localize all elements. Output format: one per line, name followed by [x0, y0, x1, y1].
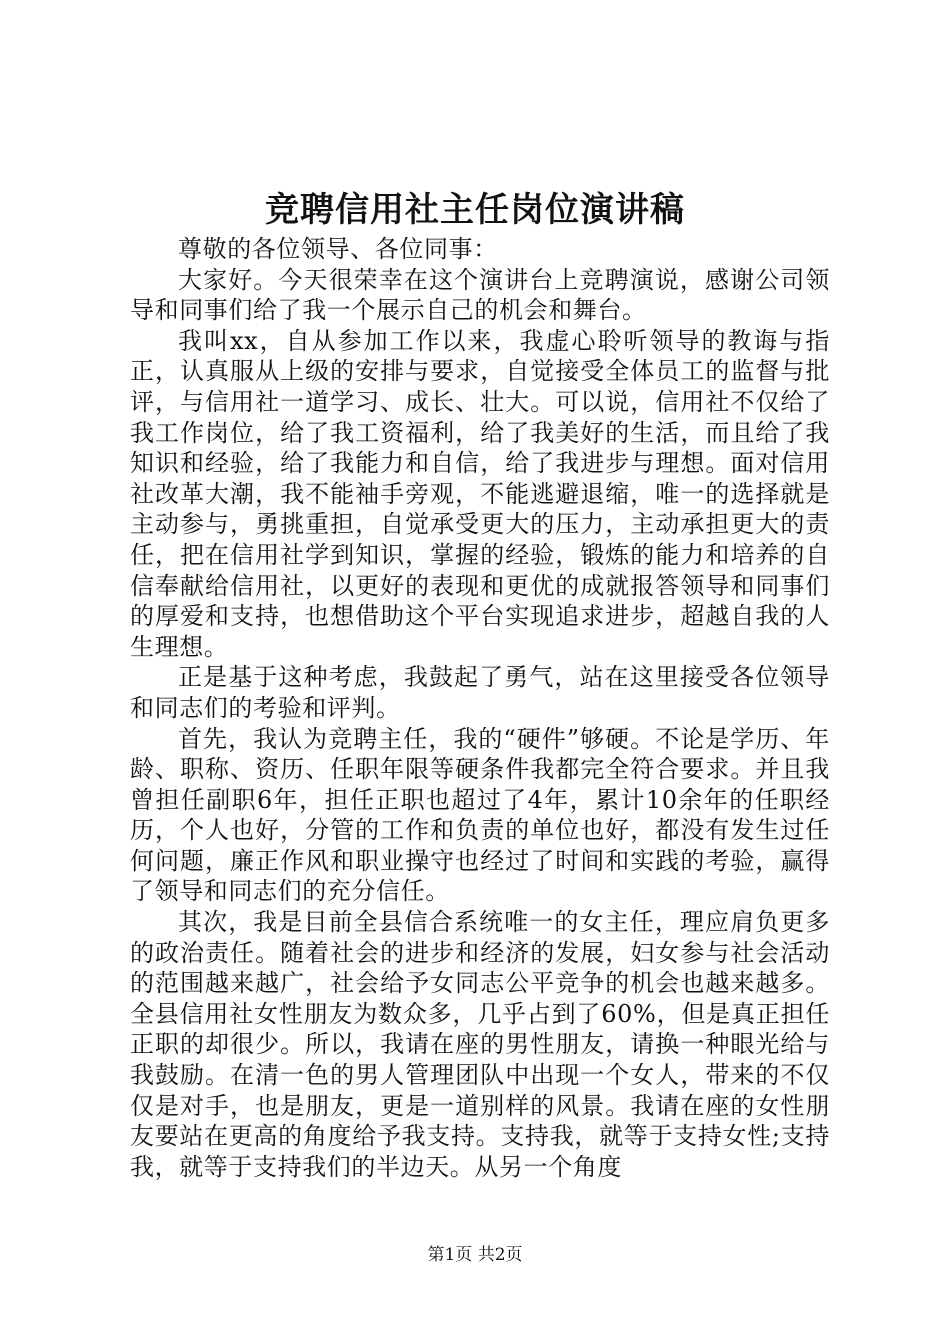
- salutation: 尊敬的各位领导、各位同事：: [178, 235, 498, 263]
- paragraph-motivation: 正是基于这种考虑，我鼓起了勇气，站在这里接受各位领导和同志们的考验和评判。: [130, 663, 830, 722]
- document-title: 竞聘信用社主任岗位演讲稿: [265, 190, 685, 230]
- paragraph-greeting: 大家好。今天很荣幸在这个演讲台上竞聘演说，感谢公司领导和同事们给了我一个展示自己的机会和舞台。: [130, 265, 830, 325]
- paragraph-introduction: 我叫xx，自从参加工作以来，我虚心聆听领导的教诲与指正，认真服从上级的安排与要求，自觉接受全体员工的监督与批评，与信用社一道学习、成长、壮大。可以说，信用社不仅给了我工作岗位，给了我工资福利，给了我美好的生活，而且给了我知识和经验，给了我能力和自信，给了我进步与理想。面对信用社改革大潮，我不能袖手旁观，不能逃避退缩，唯一的选择就是主动参与，勇挑重担，自觉承受更大的压力，主动承担更大的责任，把在信用社学到知识，掌握的经验，锻炼的能力和培养的自信奉献给信用社，以更好的表现和更优的成就报答领导和同事们的厚爱和支持，也想借助这个平台实现追求进步，超越自我的人生理想。: [130, 326, 830, 661]
- paragraph-first-point: 首先，我认为竞聘主任，我的“硬件”够硬。不论是学历、年龄、职称、资历、任职年限等硬条件我都完全符合要求。并且我曾担任副职6年，担任正职也超过了4年，累计10余年的任职经历，个人也好，分管的工作和负责的单位也好，都没有发生过任何问题，廉正作风和职业操守也经过了时间和实践的考验，赢得了领导和同志们的充分信任。: [130, 724, 830, 906]
- paragraph-second-point: 其次，我是目前全县信合系统唯一的女主任，理应肩负更多的政治责任。随着社会的进步和经济的发展，妇女参与社会活动的范围越来越广，社会给予女同志公平竞争的机会也越来越多。全县信用社女性朋友为数众多，几乎占到了60%，但是真正担任正职的却很少。所以，我请在座的男性朋友，请换一种眼光给与我鼓励。在清一色的男人管理团队中出现一个女人，带来的不仅仅是对手，也是朋友，更是一道别样的风景。我请在座的女性朋友要站在更高的角度给予我支持。支持我，就等于支持女性;支持我，就等于支持我们的半边天。从另一个角度: [130, 908, 830, 1181]
- document-body: [130, 234, 830, 1182]
- page-number-footer: 第1页 共2页: [427, 1245, 523, 1265]
